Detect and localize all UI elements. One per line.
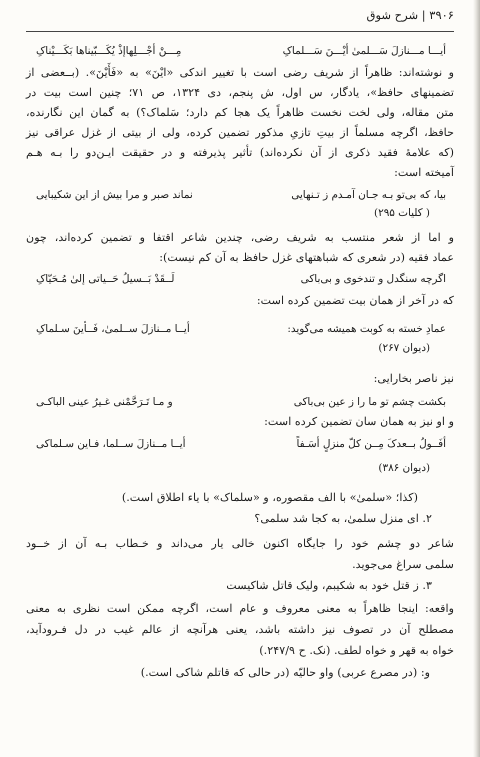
note-heading: ۳. ز قتل خود به شکیبم، ولیک قاتل شاکیست <box>226 579 432 592</box>
verse-2-right: بیا، که بی‌تو بـه جـان آمـدم ز تـنهایی <box>291 189 446 201</box>
verse-3-left: لَــقَدْ بَــسیلُ حَــیاتی إلیٰ مُـحَیّاکِ <box>36 273 175 285</box>
source-citation: (دیوان ۲۶۷) <box>378 342 430 354</box>
text-line: سلمی سراغ می‌جوید. <box>352 558 454 571</box>
header-rule <box>26 31 454 32</box>
verse-5-left: و مـا تَـرَحَّمْنی غـیرُ عینی الباکـی <box>36 396 173 408</box>
page-number: ۳۹۰۶ <box>429 8 454 22</box>
text-line: واقعه: اینجا ظاهراً به معنی معروف و عام است، اگرچه ممکن است نظری به معنی <box>26 602 454 615</box>
verse-1-right: أیـــا مـــنازلَ سَـــلمیٰ أیْـــنَ سَـــلماکِ <box>282 45 446 57</box>
note-heading: ۲. ای منزل سلمیٰ، به کجا شد سلمی؟ <box>254 512 432 525</box>
text-line: و اما از شعر منتسب به شریف رضی، چندین شاعر اقتفا و تضمین کرده‌اند، چون <box>26 231 454 244</box>
header-separator: | <box>418 8 426 22</box>
text-line: و: (در مصرع عربی) واو حالیّه (در حالی که قاتلم شاکی است.) <box>140 666 430 679</box>
page-edge <box>473 0 480 757</box>
text-line: (که علامهٔ فقید ذکری از آن نکرده‌اند) تأثیر پذیرفته و در حقیقت ایـن‌دو را بـه هـم <box>26 146 454 159</box>
text-line: متن مقاله، ولی لخت نخست ظاهراً یک هجا کم دارد؛ سَلماک؟) به گمان این نگارنده، <box>26 106 454 119</box>
source-citation: (دیوان ۳۸۶) <box>378 462 430 474</box>
verse-4-left: أیــا مــنازلَ ســلمیٰ، فَــأینَ سـلماکِ <box>36 323 190 335</box>
source-citation: ( کلیات ۲۹۵) <box>374 207 430 219</box>
text-line: که در آخر از همان بیت تضمین کرده است: <box>256 294 454 307</box>
verse-4-right: عمادِ خسته به کوبت همیشه می‌گوید: <box>287 323 446 335</box>
book-title: شرح شوق <box>366 8 419 22</box>
text-line: نیز ناصر بخارایی: <box>373 372 454 385</box>
verse-6-right: أفَــولُ بــعدکَ مِــن کلّ منزلٍ أسَـفاً <box>296 438 446 450</box>
text-line: آمیخته است: <box>394 166 454 179</box>
text-line: و نوشته‌اند: ظاهراً از شریف رضی است با تغییر اندکی «ایْنَ» به «فَأَیْنَ». (بــعضی از <box>26 66 454 79</box>
text-line: شاعر دو چشم خود را جایگاه اکنون خالی یار می‌داند و خـطاب بـه آن از خــود <box>26 537 454 550</box>
running-header <box>26 8 454 28</box>
text-line: حافظ، اگرچه مسلماً از بیتِ تازیِ مذکور تضمین کرده، ولی از بیتی از غزل عراقی نیز <box>26 126 454 139</box>
text-line: عماد فقیه (در شعری که شباهتهای غزل حافظ به آن کم نیست): <box>159 251 454 264</box>
text-line: خواه به قهر و خواه لطف. (نک. ح ۲۴۷/۹.) <box>259 644 454 657</box>
text-line: و او نیز به همان سان تضمین کرده است: <box>264 415 454 428</box>
verse-1-left: مِـــنْ أجْـــلِهاإذْ یُکَـــبّیناها بَکَـــیْناکِ <box>36 45 182 57</box>
verse-3-right: اگرچه سنگدل و تندخوی و بی‌باکی <box>300 273 446 285</box>
text-line: (کذا؛ «سلمیٰ» با الف مقصوره، و «سلماک» با یاء اطلاق است.) <box>121 491 418 504</box>
verse-2-left: نماند صبر و مرا بیش از این شکیبایی <box>36 189 193 201</box>
text-line: مصطلح آن در تصوف نیز داشته باشد، یعنی هرآنچه از عالم غیب در دل فـرودآید، <box>26 623 454 636</box>
text-line: تضمینهای حافظ»، یادگار، س اول، ش پنجم، دی ۱۳۲۴، ص ۷۱؛ چنین است بیت در <box>26 86 454 99</box>
verse-5-right: بکشت چشم تو ما را ز عین بی‌باکی <box>293 396 446 408</box>
verse-6-left: أیــا مــنازلَ ســلما، فـاین سـلماکی <box>36 438 186 450</box>
